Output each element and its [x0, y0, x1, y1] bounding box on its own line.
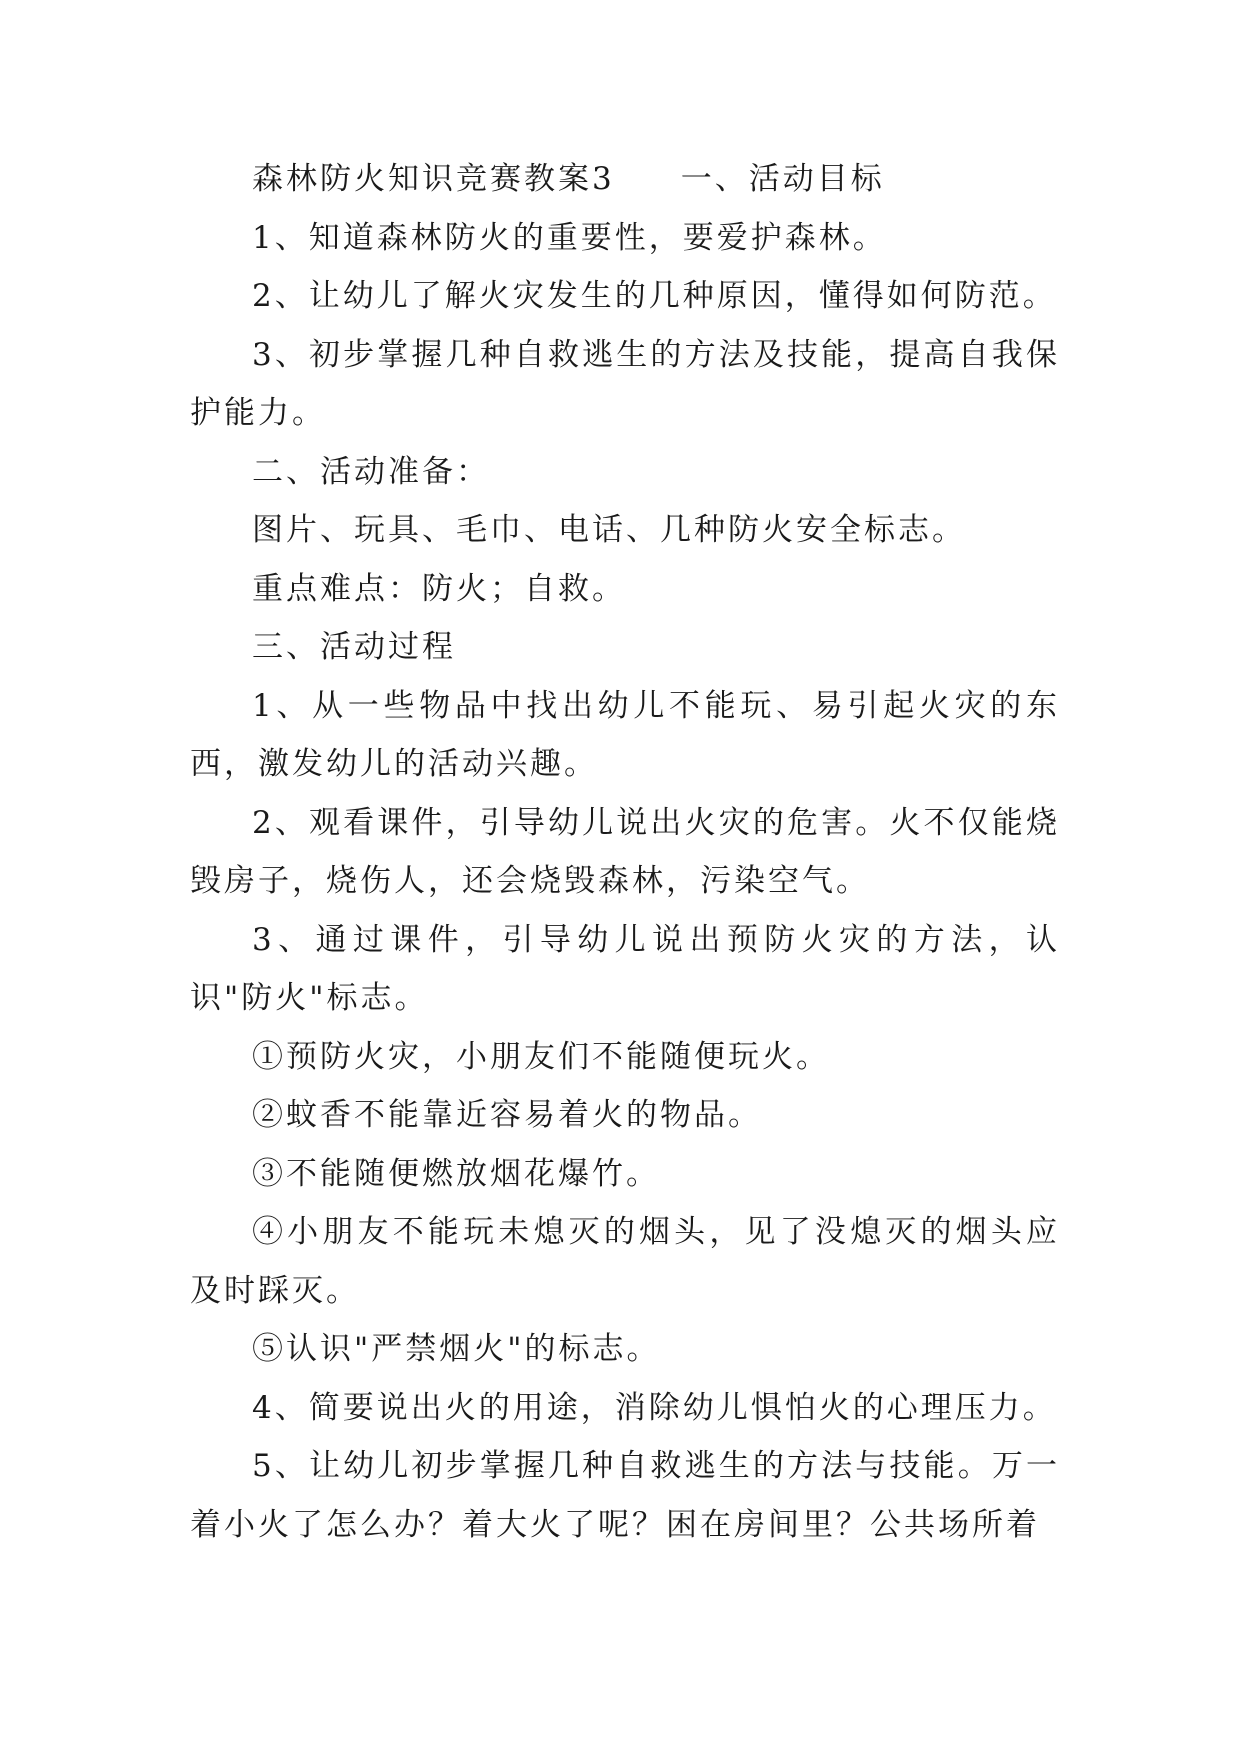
list-item: ②蚊香不能靠近容易着火的物品。 — [252, 1097, 762, 1133]
section-heading-goals: 一、活动目标 — [680, 161, 885, 197]
paragraph: 3、通过课件，引导幼儿说出预防火灾的方法，认识"防火"标志。 — [190, 921, 1060, 1016]
paragraph: 3、初步掌握几种自救逃生的方法及技能，提高自我保护能力。 — [190, 336, 1060, 431]
paragraph: 5、让幼儿初步掌握几种自救逃生的方法与技能。万一着小火了怎么办？着大火了呢？困在房间里？公共场所着 — [190, 1448, 1060, 1543]
paragraph: 1、知道森林防火的重要性，要爱护森林。 — [252, 219, 887, 256]
list-item: ⑤认识"严禁烟火"的标志。 — [252, 1331, 661, 1367]
section-heading-process: 三、活动过程 — [252, 629, 456, 665]
list-item: ④小朋友不能玩未熄灭的烟头，见了没熄灭的烟头应及时踩灭。 — [190, 1214, 1060, 1309]
paragraph: 重点难点：防火；自救。 — [252, 570, 626, 607]
list-item: ①预防火灾，小朋友们不能随便玩火。 — [252, 1038, 830, 1075]
list-item: ③不能随便燃放烟花爆竹。 — [252, 1155, 660, 1192]
section-heading-preparation: 二、活动准备： — [252, 453, 490, 490]
document-page — [190, 150, 1060, 1554]
title-line — [190, 150, 1060, 209]
paragraph: 2、让幼儿了解火灾发生的几种原因，懂得如何防范。 — [252, 278, 1057, 314]
document-title: 森林防火知识竞赛教案3 — [252, 161, 615, 197]
paragraph: 1、从一些物品中找出幼儿不能玩、易引起火灾的东西，激发幼儿的活动兴趣。 — [190, 687, 1060, 782]
paragraph: 2、观看课件，引导幼儿说出火灾的危害。火不仅能烧毁房子，烧伤人，还会烧毁森林，污染空气。 — [190, 804, 1060, 899]
paragraph: 图片、玩具、毛巾、电话、几种防火安全标志。 — [252, 512, 966, 548]
paragraph: 4、简要说出火的用途，消除幼儿惧怕火的心理压力。 — [252, 1389, 1057, 1426]
